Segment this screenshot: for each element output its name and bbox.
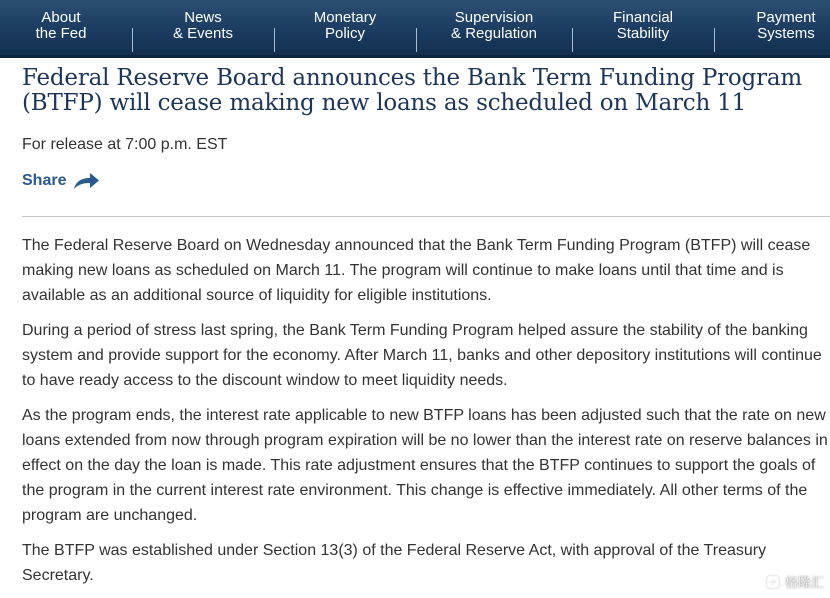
share-label: Share — [22, 172, 67, 189]
watermark-text: 格隆汇 — [784, 575, 824, 590]
share-arrow-icon — [72, 172, 100, 190]
nav-financial-stability[interactable] — [604, 10, 682, 54]
nav-separator — [132, 28, 133, 52]
nav-label: the Fed — [35, 25, 87, 42]
paragraph: As the program ends, the interest rate applicable to new BTFP loans has been adjusted such that the rate on new loans extended from now through program expiration will be no lower than the interest rate on reserve balances in effect on the day the loan is made. This rate adjustment ensures that the BTFP continues to support the goals of the program in the current interest rate environment. This change is effective immediately. All other terms of the program are unchanged. — [22, 407, 828, 524]
page-title: Federal Reserve Board announces the Bank Term Funding Program (BTFP) will cease making new loans as scheduled on March 11 — [22, 65, 802, 116]
nav-payment-systems[interactable] — [748, 10, 824, 54]
nav-monetary-policy[interactable] — [306, 10, 384, 54]
nav-label: Systems — [757, 25, 815, 42]
nav-label: & Events — [172, 25, 234, 42]
nav-label: News — [184, 9, 222, 26]
nav-about-the-fed[interactable] — [30, 10, 92, 54]
watermark-logo-icon — [765, 574, 781, 590]
divider — [22, 216, 830, 217]
watermark — [765, 572, 824, 591]
top-navigation — [0, 0, 830, 58]
nav-separator — [416, 28, 417, 52]
nav-label: Supervision — [454, 9, 534, 26]
nav-label: Payment — [756, 9, 816, 26]
nav-label: Policy — [324, 25, 365, 42]
nav-label: & Regulation — [451, 25, 537, 42]
nav-supervision-regulation[interactable] — [444, 10, 544, 54]
paragraph: During a period of stress last spring, the Bank Term Funding Program helped assure the stability of the banking system and provide support for the economy. After March 11, banks and other depository institutions will continue to have ready access to the discount window to meet liquidity needs. — [22, 322, 822, 389]
nav-separator — [714, 28, 715, 52]
paragraph: The Federal Reserve Board on Wednesday announced that the Bank Term Funding Program (BTFP) will cease making new loans as scheduled on March 11. The program will continue to make loans until that time and is available as an additional source of liquidity for eligible institutions. — [22, 237, 811, 304]
nav-label: About — [41, 9, 81, 26]
share-button[interactable] — [22, 172, 100, 190]
article-body — [22, 233, 830, 598]
nav-news-events[interactable] — [166, 10, 240, 54]
paragraph: The BTFP was established under Section 13(3) of the Federal Reserve Act, with approval of the Treasury Secretary. — [22, 542, 767, 584]
nav-label: Financial — [612, 9, 674, 26]
nav-separator — [572, 28, 573, 52]
nav-label: Monetary — [313, 9, 377, 26]
release-time: For release at 7:00 p.m. EST — [22, 136, 228, 153]
nav-separator — [274, 28, 275, 52]
nav-label: Stability — [616, 25, 670, 42]
